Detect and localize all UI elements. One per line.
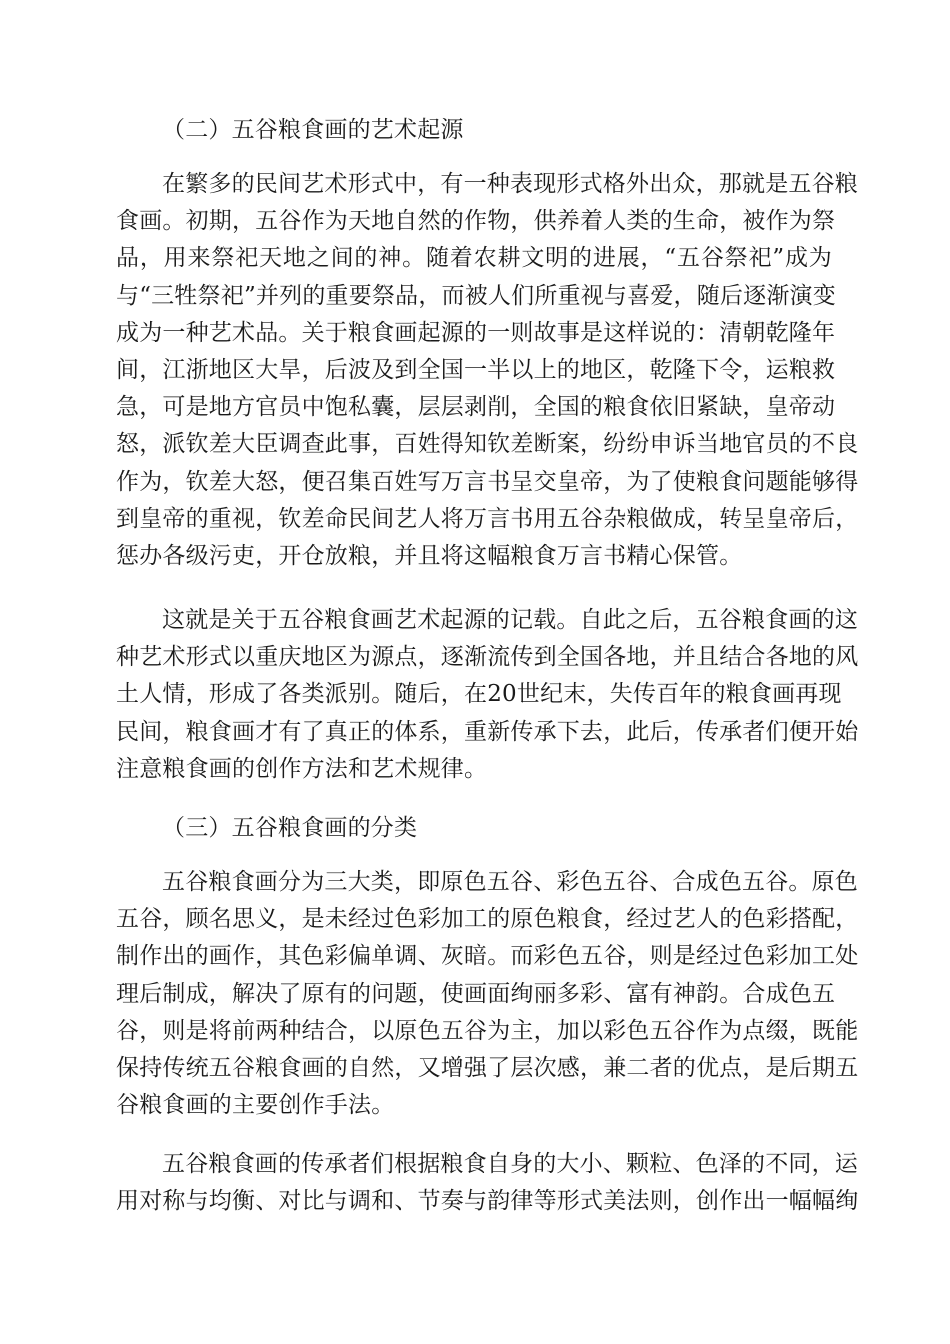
text-line: 谷粮食画的主要创作手法。 (116, 1092, 395, 1119)
text-line: 这就是关于五谷粮食画艺术起源的记载。自此之后，五谷粮食画的这 (162, 607, 858, 633)
paragraph-creation-methods (116, 1146, 859, 1220)
section-heading-classification: （三）五谷粮食画的分类 (162, 815, 418, 841)
text-line: 急，可是地方官员中饱私囊，层层剥削，全国的粮食依旧紧缺，皇帝动 (116, 394, 836, 421)
paragraph-origin-story (116, 166, 859, 575)
text-line: 五谷粮食画的传承者们根据粮食自身的大小、颗粒、色泽的不同，运 (162, 1151, 858, 1177)
text-line: 怒，派钦差大臣调查此事，百姓得知钦差断案，纷纷申诉当地官员的不良 (116, 431, 859, 458)
text-line: 五谷，顾名思义，是未经过色彩加工的原色粮食，经过艺人的色彩搭配， (116, 906, 859, 933)
text-line: 成为一种艺术品。关于粮食画起源的一则故事是这样说的：清朝乾隆年 (116, 319, 836, 346)
paragraph-classification (116, 864, 859, 1124)
text-line: 与“三牲祭祀”并列的重要祭品，而被人们所重视与喜爱，随后逐渐演变 (116, 282, 836, 309)
text-line: 间，江浙地区大旱，后波及到全国一半以上的地区，乾隆下令，运粮救 (116, 357, 836, 384)
text-line: 食画。初期，五谷作为天地自然的作物，供养着人类的生命，被作为祭 (116, 208, 836, 235)
text-line: 种艺术形式以重庆地区为源点，逐渐流传到全国各地，并且结合各地的风 (116, 644, 859, 671)
text-line: 谷，则是将前两种结合，以原色五谷为主，加以彩色五谷作为点缀，既能 (116, 1017, 859, 1044)
text-line: 理后制成，解决了原有的问题，使画面绚丽多彩、富有神韵。合成色五 (116, 980, 836, 1007)
text-line: 民间，粮食画才有了真正的体系，重新传承下去，此后，传承者们便开始 (116, 718, 859, 745)
text-line: 五谷粮食画分为三大类，即原色五谷、彩色五谷、合成色五谷。原色 (162, 869, 858, 895)
text-line: 在繁多的民间艺术形式中，有一种表现形式格外出众，那就是五谷粮 (162, 171, 858, 197)
text-line: 制作出的画作，其色彩偏单调、灰暗。而彩色五谷，则是经过色彩加工处 (116, 943, 859, 970)
text-line: 保持传统五谷粮食画的自然，又增强了层次感，兼二者的优点，是后期五 (116, 1055, 859, 1082)
text-line: 品，用来祭祀天地之间的神。随着农耕文明的进展，“五谷祭祀”成为 (116, 245, 832, 272)
section-heading-origin: （二）五谷粮食画的艺术起源 (162, 117, 464, 143)
text-line: 土人情，形成了各类派别。随后，在20世纪末，失传百年的粮食画再现 (116, 681, 842, 708)
text-line: 作为，钦差大怒，便召集百姓写万言书呈交皇帝，为了使粮食问题能够得 (116, 468, 859, 495)
text-line: 惩办各级污吏，开仓放粮，并且将这幅粮食万言书精心保管。 (116, 543, 743, 570)
text-line: 用对称与均衡、对比与调和、节奏与韵律等形式美法则，创作出一幅幅绚 (116, 1188, 859, 1215)
text-line: 注意粮食画的创作方法和艺术规律。 (116, 755, 488, 782)
paragraph-origin-record (116, 602, 859, 788)
text-line: 到皇帝的重视，钦差命民间艺人将万言书用五谷杂粮做成，转呈皇帝后， (116, 505, 859, 532)
